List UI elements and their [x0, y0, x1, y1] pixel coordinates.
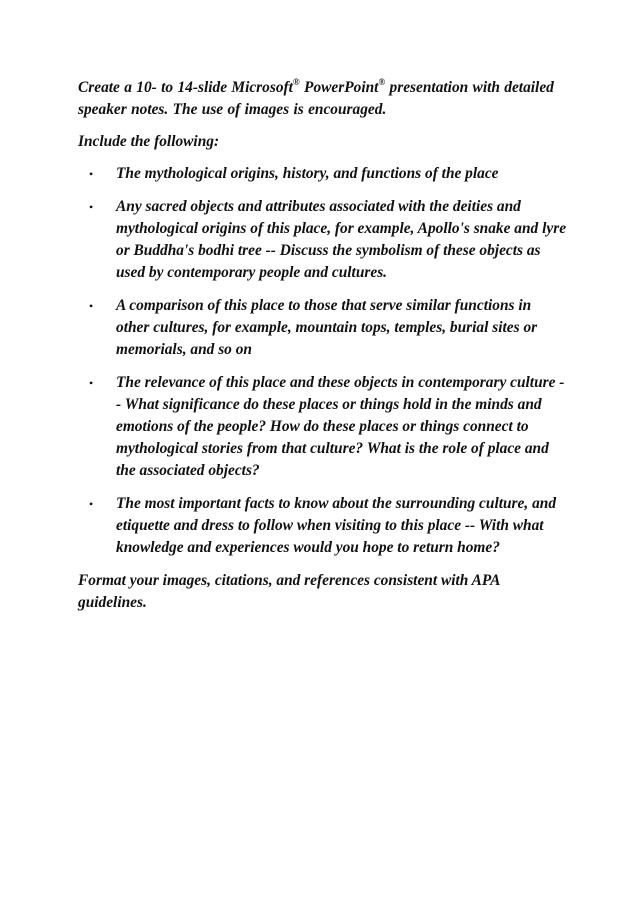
assignment-instructions [78, 77, 568, 614]
closing-paragraph: Format your images, citations, and references consistent with APA guidelines. [78, 572, 500, 611]
list-item [78, 493, 568, 559]
list-item [78, 163, 568, 185]
bullet-icon: • [89, 497, 94, 511]
bullet-icon: • [89, 376, 94, 390]
requirements-list [78, 163, 568, 559]
list-item [78, 295, 568, 361]
include-heading: Include the following: [78, 133, 220, 150]
bullet-icon: • [89, 200, 94, 214]
list-item [78, 372, 568, 482]
list-item-text: The most important facts to know about the surrounding culture, and etiquette and dress to follow when visiting to this place -- With what knowledge and experiences would you hope to return home? [116, 495, 557, 556]
registered-mark: ® [378, 76, 386, 87]
intro-text-part-1: Create a 10- to 14-slide Microsoft [78, 79, 293, 96]
intro-text-part-3: presentation with detailed speaker notes. The use of images is encouraged. [78, 79, 554, 118]
list-item [78, 196, 568, 284]
list-item-text: The relevance of this place and these objects in contemporary culture -- What significance do these places or things hold in the minds and emotions of the people? How do these places or things connect to mythological stories from that culture? What is the role of place and the associated objects? [116, 374, 565, 479]
list-item-text: The mythological origins, history, and functions of the place [116, 165, 499, 182]
intro-text-part-2: PowerPoint [299, 79, 379, 96]
list-item-text: A comparison of this place to those that serve similar functions in other cultures, for example, mountain tops, temples, burial sites or memorials, and so on [116, 297, 538, 358]
registered-mark: ® [292, 76, 300, 87]
bullet-icon: • [89, 167, 94, 181]
bullet-icon: • [89, 299, 94, 313]
intro-paragraph [78, 77, 568, 121]
list-item-text: Any sacred objects and attributes associated with the deities and mythological origins of this place, for example, Apollo's snake and lyre or Buddha's bodhi tree -- Discuss the symbolism of these objects as used by contemporary people and cultures. [116, 198, 567, 281]
